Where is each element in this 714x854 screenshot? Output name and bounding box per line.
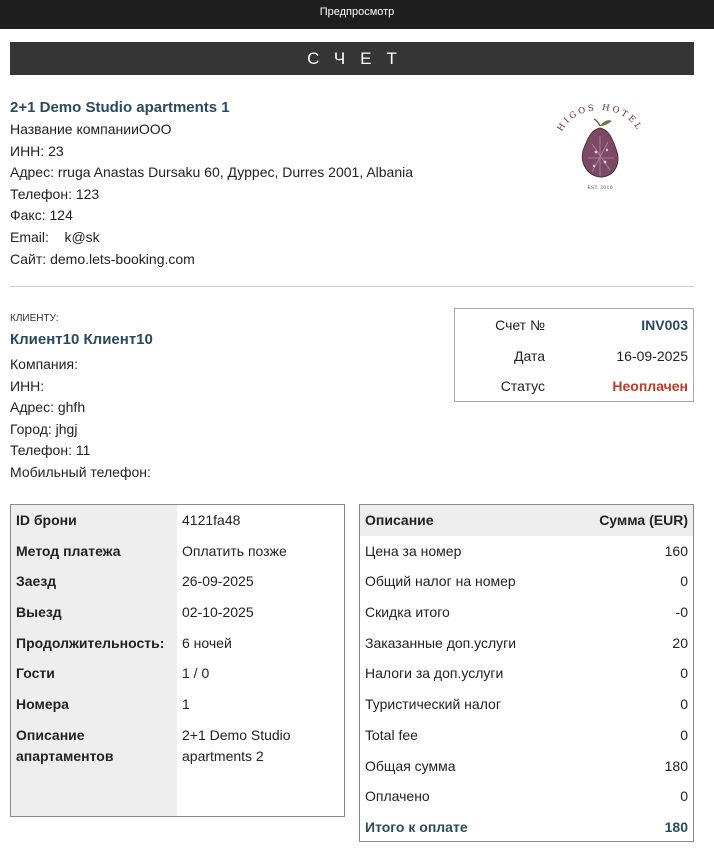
table-row: Гости 1 / 0 (16, 665, 210, 682)
table-row: Заказанные доп.услуги 20 (365, 634, 688, 651)
invoice-date-label: Дата (513, 347, 545, 364)
invoice-date-row (455, 341, 693, 372)
fig-logo-icon (548, 104, 652, 196)
booking-details-table (10, 504, 345, 817)
client-company: Компания: (10, 356, 78, 372)
preview-title-bar (0, 0, 714, 29)
logo-est-text: EST. 2016 (587, 185, 613, 191)
section-divider (10, 286, 694, 287)
document-title: СЧЕТ (307, 49, 412, 68)
table-row: Общий налог на номер 0 (365, 573, 688, 590)
company-fax: Факс: 124 (10, 207, 73, 224)
company-site: Сайт: demo.lets-booking.com (10, 250, 195, 267)
company-info (10, 97, 510, 270)
client-info (10, 312, 430, 483)
hotel-logo (548, 104, 652, 196)
client-section-label: КЛИЕНТУ: (10, 313, 59, 324)
redaction-mask (100, 231, 162, 245)
table-row: Туристический налог 0 (365, 696, 688, 713)
table-row: Total fee 0 (365, 726, 688, 743)
status-badge: Неоплачен (612, 378, 688, 394)
invoice-status-label: Статус (500, 378, 545, 394)
company-email: Email: k@sk (10, 227, 510, 249)
client-phone: Телефон: 11 (10, 442, 91, 458)
table-row: Описание апартаментов 2+1 Demo Studio apartments 2 (16, 726, 291, 764)
client-name: Клиент10 Клиент10 (10, 331, 153, 348)
company-name: 2+1 Demo Studio apartments 1 (10, 99, 230, 116)
invoice-number-value: INV003 (641, 317, 688, 333)
company-inn: ИНН: 23 (10, 142, 64, 159)
table-row: Продолжительность: 6 ночей (16, 634, 232, 651)
logo-wordmark: HIGOS HOTEL (555, 104, 645, 134)
table-row: Метод платежа Оплатить позже (16, 542, 287, 559)
total-due-row: Итого к оплате 180 (365, 818, 688, 835)
table-row: Заезд 26-09-2025 (16, 573, 254, 590)
invoice-meta-box (454, 308, 694, 402)
company-address: Адрес: rruga Anastas Dursaku 60, Дуррес, Durres 2001, Albania (10, 164, 414, 181)
client-mobile: Мобильный телефон: (10, 463, 151, 480)
table-header: Описание Сумма (EUR) (360, 505, 693, 536)
client-city: Город: jhgj (10, 420, 78, 437)
table-row: Цена за номер 160 (365, 542, 688, 559)
window-title: Предпросмотр (319, 6, 395, 18)
table-row: Налоги за доп.услуги 0 (365, 665, 688, 682)
table-row: Номера 1 (16, 696, 190, 713)
invoice-title-bar (10, 42, 694, 75)
invoice-number-row (455, 310, 693, 341)
invoice-status-row (455, 371, 693, 402)
payment-summary-table (359, 504, 694, 842)
table-row: Выезд 02-10-2025 (16, 604, 254, 621)
client-address: Адрес: ghfh (10, 399, 86, 415)
invoice-number-label: Счет № (495, 317, 545, 333)
company-legal-name: Название компанииООО (10, 121, 172, 137)
company-phone: Телефон: 123 (10, 185, 100, 202)
invoice-date-value: 16-09-2025 (616, 347, 688, 364)
table-row: ID брони 4121fa48 (16, 512, 241, 528)
table-row: Общая сумма 180 (365, 757, 688, 774)
client-inn: ИНН: (10, 377, 45, 394)
table-row: Скидка итого -0 (365, 604, 688, 621)
table-row: Оплачено 0 (365, 788, 688, 805)
